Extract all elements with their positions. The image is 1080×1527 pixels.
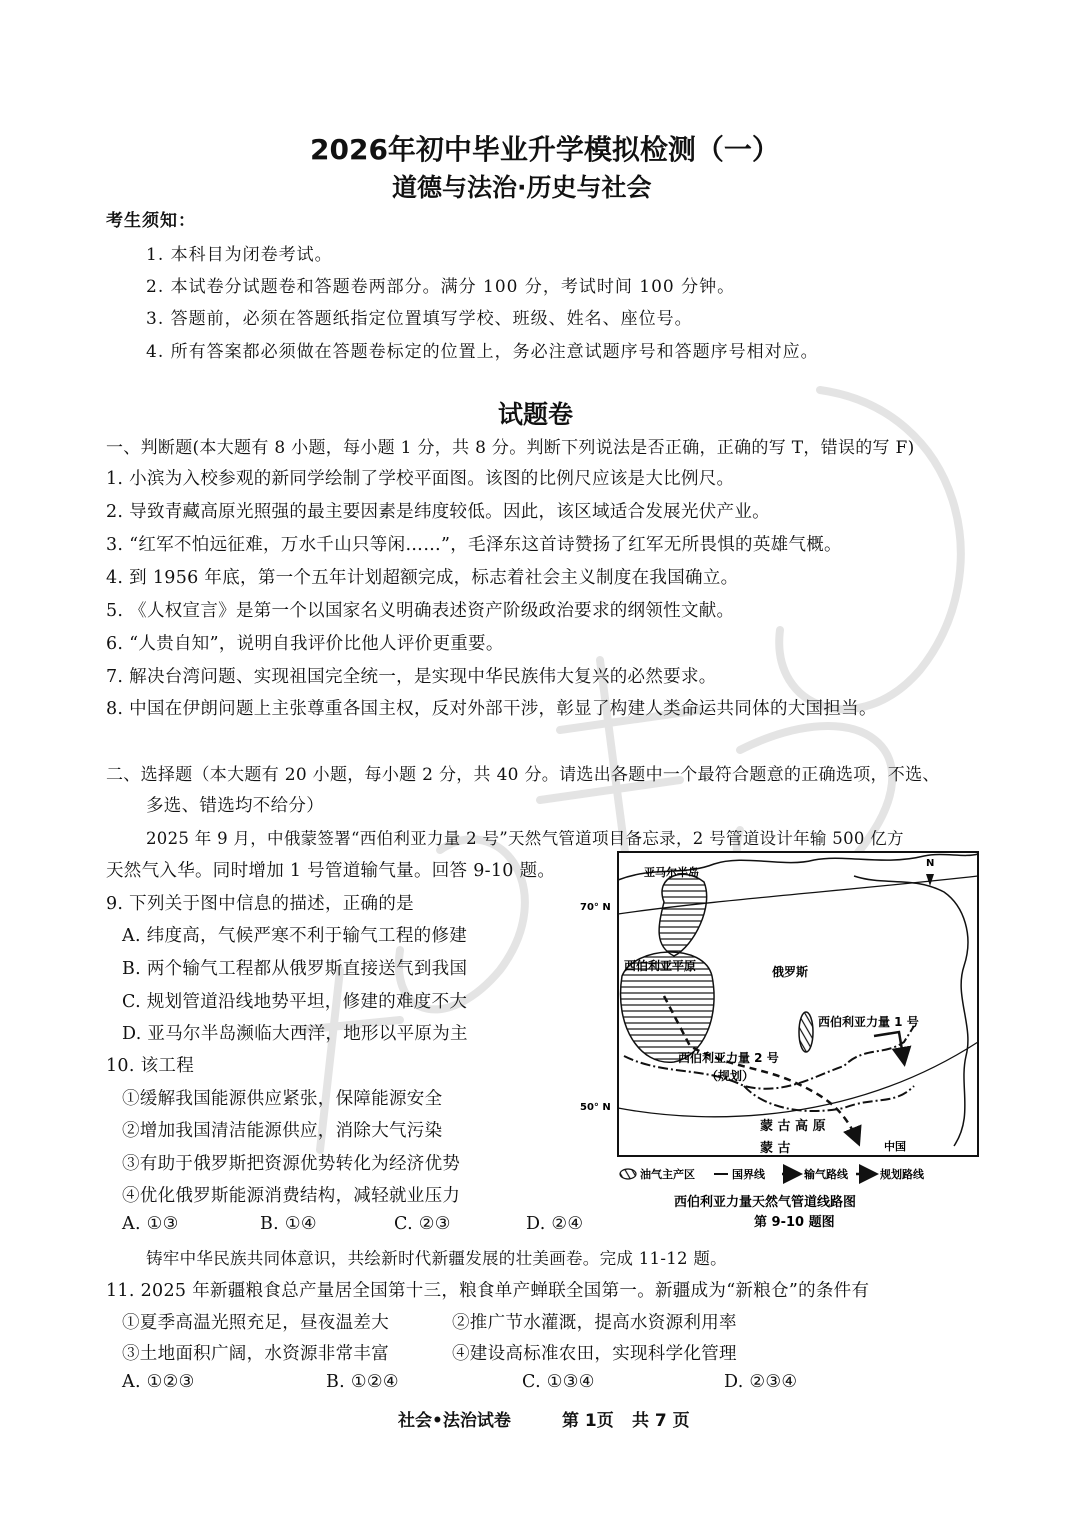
q10-option-c: C. ②③	[394, 1214, 451, 1234]
notice-item: 1. 本科目为闭卷考试。	[146, 245, 333, 265]
q11-statement: ①夏季高温光照充足，昼夜温差大	[122, 1313, 389, 1333]
legend-planned: 规划路线	[880, 1168, 924, 1181]
q11-option-c: C. ①③④	[522, 1372, 595, 1392]
map-caption-2: 第 9-10 题图	[754, 1215, 835, 1230]
legend-pipeline: 输气路线	[804, 1168, 848, 1181]
footer-subject: 社会•法治试卷	[398, 1411, 511, 1431]
q10-statement: ③有助于俄罗斯把资源优势转化为经济优势	[122, 1154, 461, 1174]
q9-stem: 9. 下列关于图中信息的描述，正确的是	[106, 894, 414, 914]
footer-total: 共 7 页	[632, 1411, 690, 1431]
label-mongolia: 蒙 古	[760, 1141, 791, 1156]
notice-item: 4. 所有答案都必须做在答题卷标定的位置上，务必注意试题序号和答题序号相对应。	[146, 342, 819, 362]
q11-option-d: D. ②③④	[724, 1372, 798, 1392]
judge-item: 3. “红军不怕远征难，万水千山只等闲……”，毛泽东这首诗赞扬了红军无所畏惧的英雄气概。	[106, 535, 842, 555]
judge-item: 7. 解决台湾问题、实现祖国完全统一，是实现中华民族伟大复兴的必然要求。	[106, 667, 717, 687]
q10-option-a: A. ①③	[122, 1214, 179, 1234]
q10-statement: ②增加我国清洁能源供应，消除大气污染	[122, 1121, 443, 1141]
label-russia: 俄罗斯	[772, 965, 809, 979]
q10-option-b: B. ①④	[260, 1214, 317, 1234]
q10-stem: 10. 该工程	[106, 1056, 194, 1076]
judge-item: 1. 小滨为入校参观的新同学绘制了学校平面图。该图的比例尺应该是大比例尺。	[106, 469, 735, 489]
q11-statement: ④建设高标准农田，实现科学化管理	[452, 1344, 737, 1364]
legend-oil: 油气主产区	[640, 1168, 695, 1181]
exam-title: 2026年初中毕业升学模拟检测（一）	[310, 133, 780, 166]
part2-heading: 二、选择题（本大题有 20 小题，每小题 2 分，共 40 分。请选出各题中一个最符合题意的正确选项，不选、	[106, 765, 940, 785]
notice-item: 2. 本试卷分试题卷和答题卷两部分。满分 100 分，考试时间 100 分钟。	[146, 277, 736, 297]
q9-option-b: B. 两个输气工程都从俄罗斯直接送气到我国	[122, 959, 468, 979]
label-china: 中国	[884, 1140, 906, 1153]
judge-item: 8. 中国在伊朗问题上主张尊重各国主权，反对外部干涉，彰显了构建人类命运共同体的大国担当。	[106, 699, 877, 719]
judge-item: 2. 导致青藏高原光照强的最主要因素是纬度较低。因此，该区域适合发展光伏产业。	[106, 502, 770, 522]
label-line1: 西伯利亚力量 1 号	[818, 1015, 919, 1029]
q11-stem: 11. 2025 年新疆粮食总产量居全国第十三，粮食单产蝉联全国第一。新疆成为“新粮仓”的条件有	[106, 1281, 870, 1301]
oil-region-east	[799, 1012, 813, 1052]
q9-option-a: A. 纬度高，气候严寒不利于输气工程的修建	[122, 926, 468, 946]
label-yamal: 亚马尔半岛	[644, 866, 699, 879]
label-plateau: 蒙 古 高 原	[760, 1119, 826, 1134]
pipeline-map	[580, 846, 994, 1236]
label-line2: 西伯利亚力量 2 号	[678, 1051, 779, 1065]
question-intro-11-12: 铸牢中华民族共同体意识，共绘新时代新疆发展的壮美画卷。完成 11-12 题。	[146, 1249, 727, 1268]
label-lat70: 70° N	[580, 902, 611, 913]
q10-statement: ①缓解我国能源供应紧张，保障能源安全	[122, 1089, 443, 1109]
q11-option-a: A. ①②③	[122, 1372, 195, 1392]
label-plain: 西伯利亚平原	[624, 959, 697, 973]
judge-item: 6. “人贵自知”，说明自我评价比他人评价更重要。	[106, 634, 504, 654]
legend-border: 国界线	[732, 1168, 765, 1181]
part2-heading-cont: 多选、错选均不给分）	[146, 796, 324, 816]
label-north: N	[926, 858, 935, 869]
judge-item: 4. 到 1956 年底，第一个五年计划超额完成，标志着社会主义制度在我国确立。	[106, 568, 739, 588]
part1-heading: 一、判断题(本大题有 8 小题，每小题 1 分，共 8 分。判断下列说法是否正确，正确的写 T，错误的写 F)	[106, 438, 915, 458]
footer-page: 第 1页	[562, 1411, 614, 1431]
judge-item: 5. 《人权宣言》是第一个以国家名义明确表述资产阶级政治要求的纲领性文献。	[106, 601, 735, 621]
label-lat50: 50° N	[580, 1102, 611, 1113]
notice-heading: 考生须知：	[106, 211, 196, 231]
q10-statement: ④优化俄罗斯能源消费结构，减轻就业压力	[122, 1186, 461, 1206]
legend-oil-swatch	[620, 1169, 636, 1179]
q11-statement: ②推广节水灌溉，提高水资源利用率	[452, 1313, 737, 1333]
map-svg	[580, 846, 994, 1236]
map-caption: 西伯利亚力量天然气管道线路图	[674, 1195, 857, 1210]
question-intro-cont: 天然气入华。同时增加 1 号管道输气量。回答 9-10 题。	[106, 861, 556, 881]
exam-subtitle: 道德与法治·历史与社会	[392, 173, 652, 202]
section-title: 试题卷	[498, 400, 574, 429]
q9-option-c: C. 规划管道沿线地势平坦，修建的难度不大	[122, 992, 468, 1012]
q10-option-d: D. ②④	[526, 1214, 584, 1234]
q11-statement: ③土地面积广阔，水资源非常丰富	[122, 1344, 389, 1364]
question-intro: 2025 年 9 月，中俄蒙签署“西伯利亚力量 2 号”天然气管道项目备忘录，2 号管道设计年输 500 亿方	[146, 829, 904, 848]
q9-option-d: D. 亚马尔半岛濒临大西洋，地形以平原为主	[122, 1024, 468, 1044]
label-line2-planned: （规划）	[706, 1069, 755, 1083]
notice-item: 3. 答题前，必须在答题纸指定位置填写学校、班级、姓名、座位号。	[146, 309, 693, 329]
q11-option-b: B. ①②④	[326, 1372, 399, 1392]
